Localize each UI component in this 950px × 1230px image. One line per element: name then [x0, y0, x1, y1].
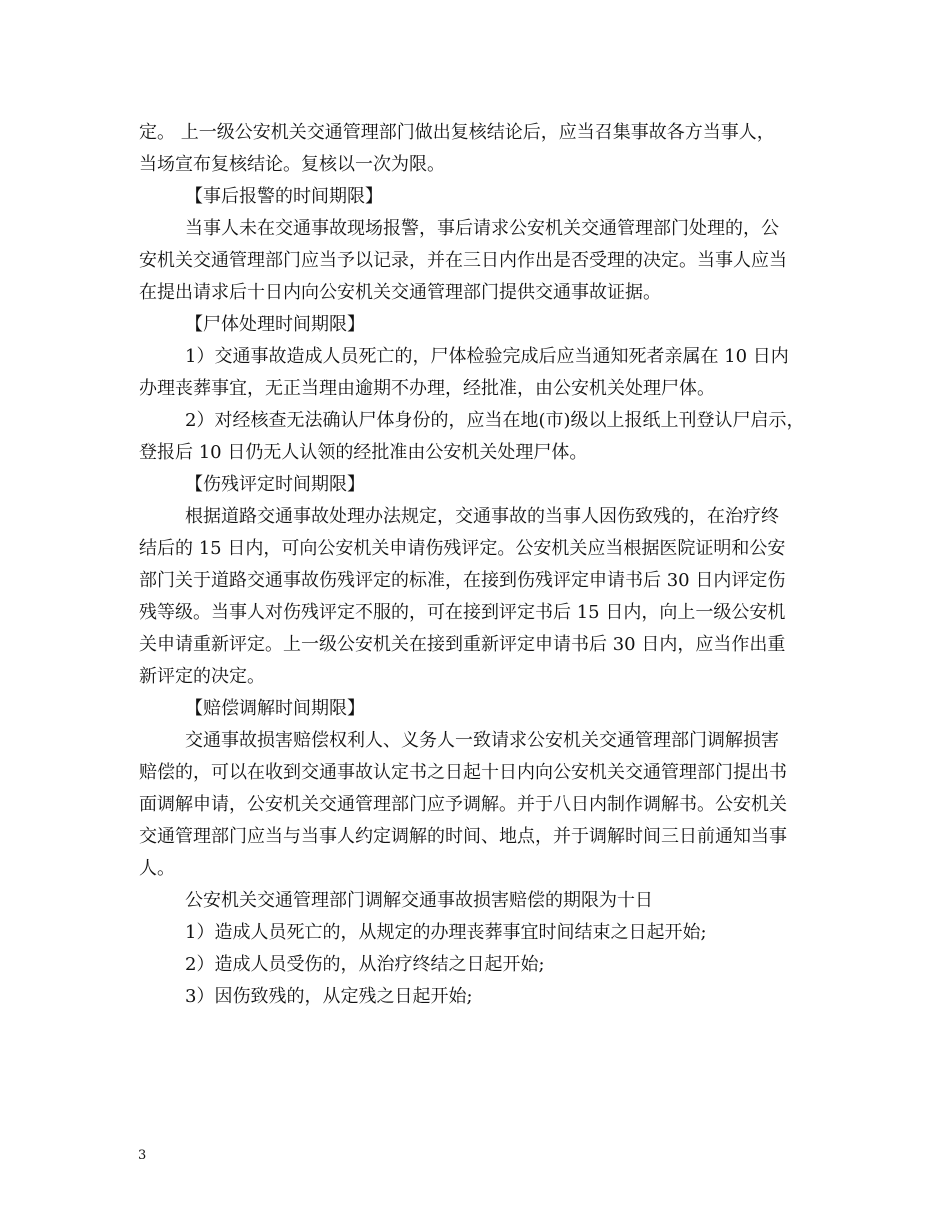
text-line: 公安机关交通管理部门调解交通事故损害赔偿的期限为十日	[185, 890, 653, 911]
list-item: 3）因伤致残的，从定残之日起开始;	[185, 986, 473, 1007]
list-item: 2）造成人员受伤的，从治疗终结之日起开始;	[185, 954, 545, 975]
document-body	[139, 117, 819, 1013]
text-line: 1）交通事故造成人员死亡的，尸体检验完成后应当通知死者亲属在 10 日内	[185, 346, 789, 367]
text-line: 交通管理部门应当与当事人约定调解的时间、地点，并于调解时间三日前通知当事	[139, 826, 787, 847]
text-line: 残等级。当事人对伤残评定不服的，可在接到评定书后 15 日内，向上一级公安机	[139, 602, 786, 623]
text-line: 根据道路交通事故处理办法规定，交通事故的当事人因伤致残的，在治疗终	[185, 506, 779, 527]
text-line: 办理丧葬事宜，无正当理由逾期不办理，经批准，由公安机关处理尸体。	[139, 378, 715, 399]
section-heading: 【事后报警的时间期限】	[185, 186, 383, 207]
text-line: 部门关于道路交通事故伤残评定的标准，在接到伤残评定申请书后 30 日内评定伤	[139, 570, 786, 591]
text-line: 结后的 15 日内，可向公安机关申请伤残评定。公安机关应当根据医院证明和公安	[139, 538, 786, 559]
text-line: 安机关交通管理部门应当予以记录，并在三日内作出是否受理的决定。当事人应当	[139, 250, 787, 271]
text-line: 登报后 10 日仍无人认领的经批准由公安机关处理尸体。	[139, 442, 588, 463]
list-item: 1）造成人员死亡的，从规定的办理丧葬事宜时间结束之日起开始;	[185, 922, 707, 943]
text-line: 人。	[139, 858, 175, 879]
text-line: 当场宣布复核结论。复核以一次为限。	[139, 154, 445, 175]
section-heading: 【赔偿调解时间期限】	[185, 698, 365, 719]
text-line: 面调解申请，公安机关交通管理部门应予调解。并于八日内制作调解书。公安机关	[139, 794, 787, 815]
page-number: 3	[138, 1148, 147, 1163]
text-line: 2）对经核查无法确认尸体身份的，应当在地(市)级以上报纸上刊登认尸启示，	[185, 410, 805, 431]
section-heading: 【伤残评定时间期限】	[185, 474, 365, 495]
text-line: 交通事故损害赔偿权利人、义务人一致请求公安机关交通管理部门调解损害	[185, 730, 779, 751]
text-line: 定。 上一级公安机关交通管理部门做出复核结论后，应当召集事故各方当事人，	[139, 122, 775, 143]
section-heading: 【尸体处理时间期限】	[185, 314, 365, 335]
text-line: 赔偿的，可以在收到交通事故认定书之日起十日内向公安机关交通管理部门提出书	[139, 762, 787, 783]
text-line: 新评定的决定。	[139, 666, 265, 687]
text-line: 当事人未在交通事故现场报警，事后请求公安机关交通管理部门处理的，公	[185, 218, 779, 239]
text-line: 在提出请求后十日内向公安机关交通管理部门提供交通事故证据。	[139, 282, 661, 303]
text-line: 关申请重新评定。上一级公安机关在接到重新评定申请书后 30 日内，应当作出重	[139, 634, 786, 655]
